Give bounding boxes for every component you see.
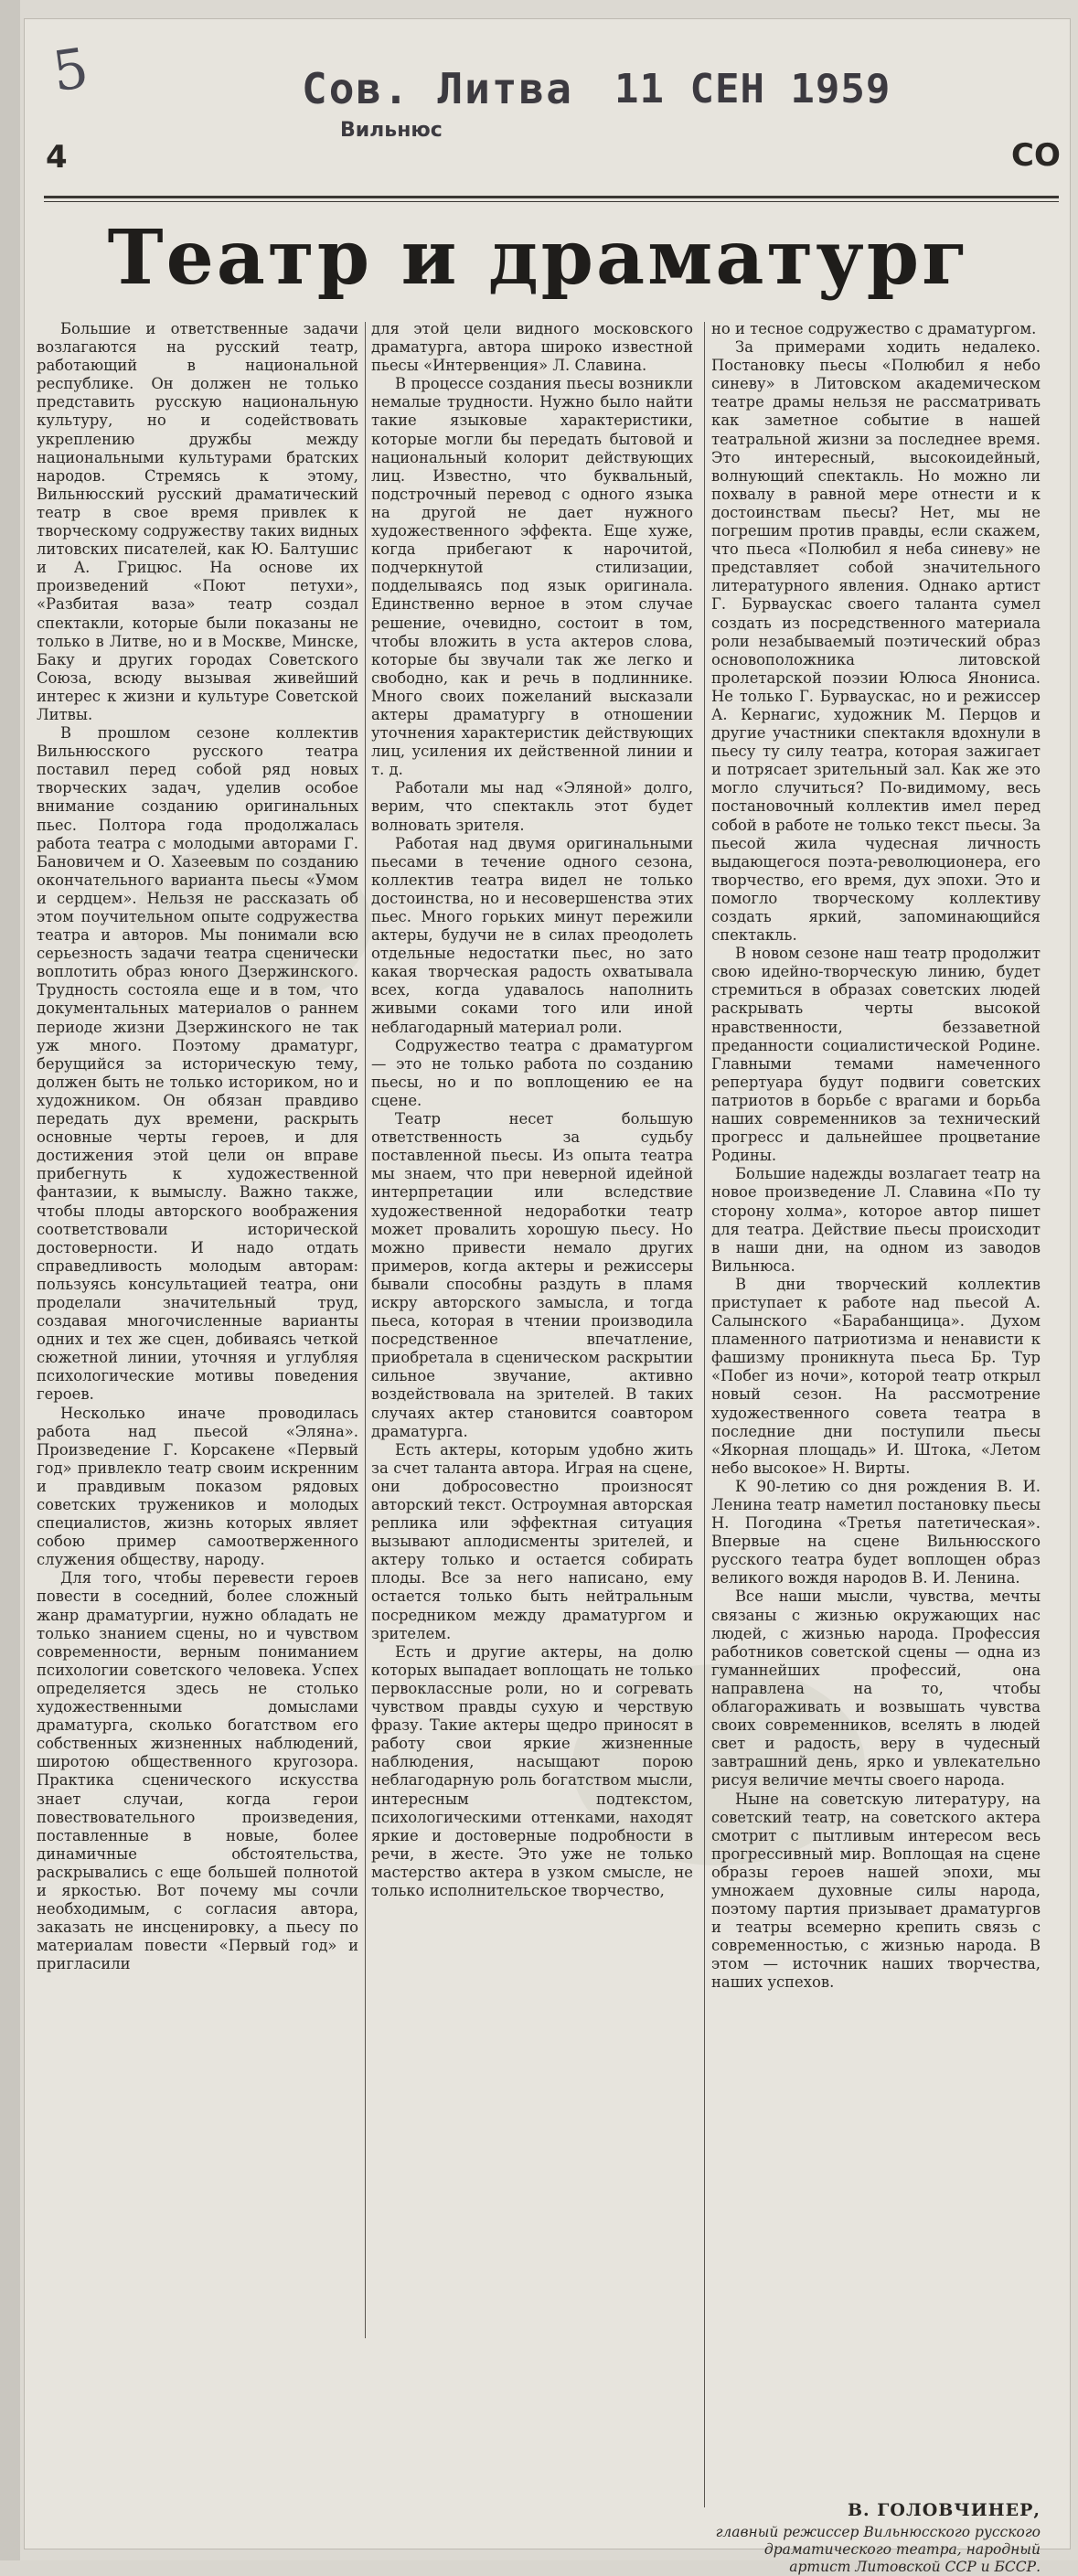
paragraph: Ныне на советскую литературу, на советский театр, на советского актера смотрит с пытливым интересом весь прогрессивный мир. Воплощая на сцене образы героев нашей эпохи, мы умножаем духовные силы народа, поэтому партия призывает драматургов и театры всемерно крепить связь с современностью, с жизнью народа. В этом — источник наших творчества, наших успехов. [711,1790,1041,1992]
paragraph: Несколько иначе проводилась работа над пьесой «Эляна». Произведение Г. Корсакене «Первый год» привлекло театр своим искренним и правдивым показом рядовых советских тружеников и молодых специалистов, жизнь которых являет собою пример самоотверженного служения обществу, народу. [37,1404,358,1569]
paragraph: Работая над двумя оригинальными пьесами в течение одного сезона, коллектив театра видел не только достоинства, но и несовершенства этих пьес. Много горьких минут пережили актеры, будучи не в силах преодолеть отдельные недостатки пьес, но зато какая творческая радость охватывала всех, когда удавалось наполнить живыми соками того или иной неблагодарный материал роли. [371,834,693,1036]
article-column-3 [711,320,1041,2501]
paragraph: В процессе создания пьесы возникли немалые трудности. Нужно было найти такие языковые характеристики, которые могли бы передать бытовой и национальный колорит действующих лиц. Известно, что буквальный, подстрочный перевод с одного языка на другой не дает нужного художественного эффекта. Еще хуже, когда прибегают к нарочитой, подчеркнутой стилизации, подделываясь под язык оригинала. Единственно верное в этом случае решение, очевидно, состоит в том, чтобы вложить в уста актеров слова, которые бы звучали так же легко и свободно, как и речь в подлиннике. Много своих пожеланий высказали актеры драматургу в отношении уточнения характеристик действующих лиц, усиления их действенной линии и т. д. [371,375,693,779]
article-title: Театр и драматург [107,214,971,302]
paragraph: Есть и другие актеры, на долю которых выпадает воплощать не только первоклассные роли, но и согревать чувством правды сухую и черствую фразу. Такие актеры щедро приносят в работу свои яркие жизненные наблюдения, насыщают порою неблагодарную роль богатством мысли, интересным подтекстом, психологическими оттенками, находят яркие и достоверные подробности в речи, в жесте. Это уже не только мастерство актера в узком смысле, не только исполнительское творчество, [371,1642,693,1899]
paragraph: Театр несет большую ответственность за судьбу поставленной пьесы. Из опыта театра мы знаем, что при неверной идейной интерпретации или вследствие художественной недоработки театр может провалить хорошую пьесу. Но можно привести немало других примеров, когда актеры и режиссеры бывали способны раздуть в пламя искру авторского замысла, и тогда пьеса, которая в чтении производила посредственное впечатление, приобретала в сценическом раскрытии сильное звучание, активно воздействовала на зрителей. В таких случаях актер становится соавтором драматурга. [371,1110,693,1440]
paragraph: Большие надежды возлагает театр на новое произведение Л. Славина «По ту сторону холма», которое автор пишет для театра. Действие пьесы происходит в наши дни, на одном из заводов Вильнюса. [711,1165,1041,1275]
header-rule-thin [44,201,1059,202]
mount-edge [0,0,20,2560]
column-divider [704,322,705,2507]
author-role: главный режиссер Вильнюсского русского драматического театра, народный артист Литовской ССР и БССР. [715,2524,1041,2575]
paragraph: Работали мы над «Эляной» долго, верим, что спектакль этот будет волновать зрителя. [371,779,693,834]
paragraph: Все наши мысли, чувства, мечты связаны с жизнью окружающих нас людей, с жизнью народа. Профессия работников советской сцены — одна из гуманнейших профессий, она направлена на то, чтобы облагораживать и возвышать чувства своих современников, вселять в людей свет и радость, веру в чудесный завтрашний день, ярко и увлекательно рисуя величие мечты своего народа. [711,1587,1041,1790]
paragraph: Есть актеры, которым удобно жить за счет таланта автора. Играя на сцене, они добросовестно произносят авторский текст. Остроумная авторская реплика или эффектная ситуация вызывают аплодисменты зрителей, и актеру только и остается собирать плоды. Все за него написано, ему остается только быть нейтральным посредником между драматургом и зрителем. [371,1440,693,1642]
paragraph: Большие и ответственные задачи возлагаются на русский театр, работающий в национальной республике. Он должен не только представить русскую национальную культуру, но и содействовать укреплению дружбы между национальными культурами братских народов. Стремясь к этому, Вильнюсский русский драматический театр в свое время привлек к творческому содружеству таких видных литовских писателей, как Ю. Балтушис и А. Грицюс. На основе их произведений «Поют петухи», «Разбитая ваза» театр создал спектакли, которые были показаны не только в Литве, но и в Москве, Минске, Баку и других городах Советского Союза, всюду вызывая живейший интерес к жизни и культуре Советской Литвы. [37,320,358,723]
masthead-fragment: СО [1011,137,1061,174]
paragraph: Для того, чтобы перевести героев повести в соседний, более сложный жанр драматургии, нужно обладать не только знанием сцены, но и чувством современности, верным пониманием психологии советского человека. Успех определяется здесь не столько художественными домыслами драматурга, сколько богатством его собственных жизненных наблюдений, широтою общественного кругозора. Практика сценического искусства знает случаи, когда герои повествовательного произведения, поставленные в новые, более динамичные обстоятельства, раскрывались с еще большей полнотой и яркостью. Вот почему мы сочли необходимым, с согласия автора, заказать не инсценировку, а пьесу по материалам повести «Первый год» и пригласили [37,1569,358,1973]
paragraph: для этой цели видного московского драматурга, автора широко известной пьесы «Интервенция» Л. Славина. [371,320,693,375]
paragraph: За примерами ходить недалеко. Постановку пьесы «Полюбил я небо синеву» в Литовском академическом театре драмы нельзя не рассматривать как заметное событие в нашей театральной жизни за последнее время. Это интересный, высокоидейный, волнующий спектакль. Но можно ли похвалу в равной мере отнести и к достоинствам пьесы? Нет, мы не погрешим против правды, если скажем, что пьеса «Полюбил я неба синеву» не представляет собой значительного литературного явления. Однако артист Г. Бурваускас своего таланта сумел создать из посредственного материала роли незабываемый поэтический образ основоположника литовской пролетарской поэзии Юлюса Янониса. Не только Г. Бурваускас, но и режиссер А. Кернагис, художник М. Перцов и другие участники спектакля вдохнули в пьесу ту силу театра, которая зажигает и потрясает зрительный зал. Как же это могло случиться? По-видимому, весь постановочный коллектив имел перед собой в работе не только текст пьесы. За пьесой жила чудесная личность выдающегося поэта-революционера, его творчество, его время, дух эпохи. Это и помогло творческому коллективу создать яркий, запоминающийся спектакль. [711,338,1041,945]
paragraph: В прошлом сезоне коллектив Вильнюсского русского театра поставил перед собой ряд новых творческих задач, уделив особое внимание созданию оригинальных пьес. Полтора года продолжалась работа театра с молодыми авторами Г. Бановичем и О. Хазеевым по созданию окончательного варианта пьесы «Умом и сердцем». Нельзя не рассказать об этом поучительном опыте содружества театра и авторов. Мы понимали всю серьезность задачи театра сценически воплотить образ юного Дзержинского. Трудность состояла еще и в том, что документальных материалов о раннем периоде жизни Дзержинского не так уж много. Поэтому драматург, берущийся за историческую тему, должен быть не только историком, но и художником. Он обязан правдиво передать дух времени, раскрыть основные черты героев, и для достижения этой цели он вправе прибегнуть к художественной фантазии, к вымыслу. Важно также, чтобы плоды авторского воображения соответствовали исторической достоверности. И надо отдать справедливость молодым авторам: пользуясь консультацией театра, они проделали значительный труд, создавая многочисленные варианты одних и тех же сцен, добиваясь четкой сюжетной линии, уточняя и углубляя психологические мотивы поведения героев. [37,724,358,1404]
handwritten-mark: 5 [48,36,92,105]
date-stamp: 11 СЕН 1959 [614,66,891,112]
city-stamp: Вильнюс [340,119,443,142]
article-column-2 [371,320,693,2323]
header-rule [44,196,1059,198]
paragraph: Содружество театра с драматургом — это не только работа по созданию пьесы, но и по воплощению ее на сцене. [371,1036,693,1109]
article-column-1 [37,320,358,2341]
paragraph: В новом сезоне наш театр продолжит свою идейно-творческую линию, будет стремиться в образах советских людей раскрывать черты высокой нравственности, беззаветной преданности социалистической Родине. Главными темами намеченного репертуара будут подвиги советских патриотов в борьбе с врагами и борьба наших современников за технический прогресс и дальнейшее процветание Родины. [711,945,1041,1165]
paragraph: но и тесное содружество с драматургом. [711,320,1037,337]
page-number: 4 [46,139,68,176]
author-signature: В. ГОЛОВЧИНЕР, [847,2500,1041,2520]
paragraph: К 90-летию со дня рождения В. И. Ленина театр наметил постановку пьесы Н. Погодина «Третья патетическая». Впервые на сцене Вильнюсского русского театра будет воплощен образ великого вождя народов В. И. Ленина. [711,1477,1041,1587]
column-divider [365,322,366,2338]
source-stamp: Сов. Литва [302,64,573,113]
paragraph: В дни творческий коллектив приступает к работе над пьесой А. Салынского «Барабанщица». Духом пламенного патриотизма и ненависти к фашизму проникнута пьеса Бр. Тур «Побег из ночи», которой театр открыл новый сезон. На рассмотрение художественного совета театра в последние дни поступили пьесы «Якорная площадь» И. Штока, «Летом небо высокое» Н. Вирты. [711,1275,1041,1477]
